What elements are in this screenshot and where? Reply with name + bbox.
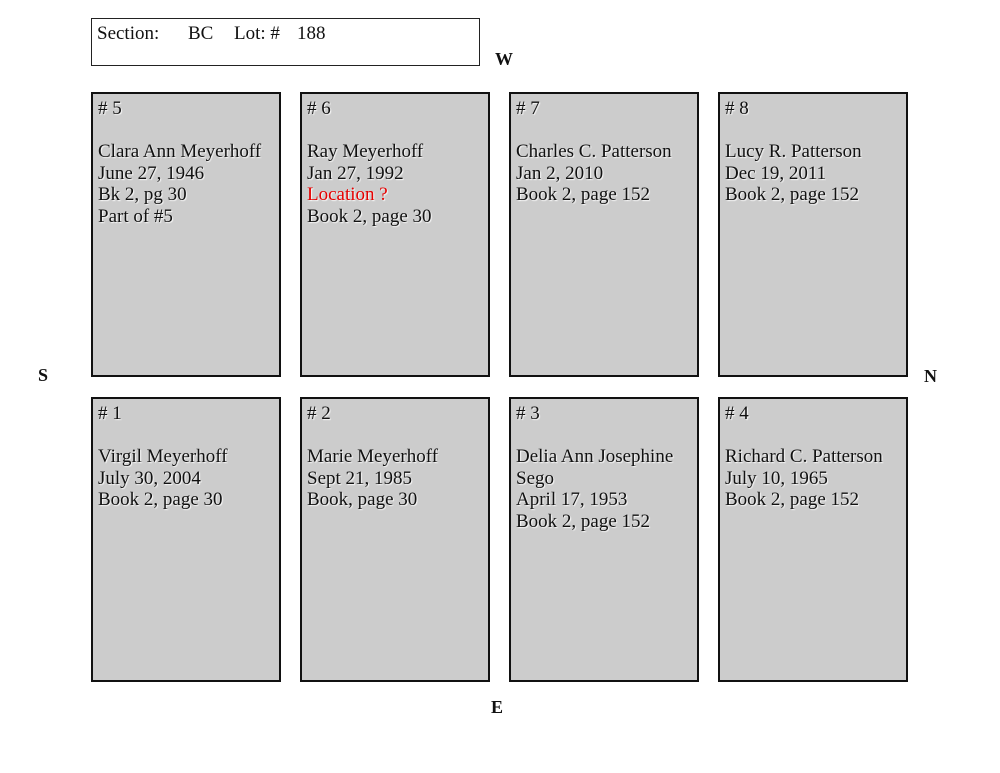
- plot-number: # 4: [725, 403, 749, 424]
- plot-number: # 7: [516, 98, 540, 119]
- plot-7: [509, 92, 699, 377]
- plot-record: Book 2, page 30: [307, 205, 432, 227]
- plot-number: # 1: [98, 403, 122, 424]
- plot-6: [300, 92, 490, 377]
- plot-record: Book 2, page 152: [516, 184, 651, 205]
- plot-5: [91, 92, 281, 377]
- plot-number: # 8: [725, 98, 749, 119]
- plot-8: [718, 92, 908, 377]
- plot-4: [718, 397, 908, 682]
- plot-record: Book, page 30: [307, 489, 418, 510]
- plot-date: Sept 21, 1985: [307, 467, 413, 489]
- plot-name: Virgil Meyerhoff: [98, 446, 228, 467]
- section-label: Section:: [97, 23, 160, 44]
- plot-name: Delia Ann Josephine: [516, 446, 674, 467]
- plot-number: # 5: [98, 98, 122, 119]
- plot-name: Lucy R. Patterson: [725, 141, 862, 162]
- direction-north: N: [924, 366, 937, 386]
- plot-date: July 10, 1965: [725, 467, 828, 489]
- plot-date: June 27, 1946: [98, 162, 205, 184]
- plot-name: Ray Meyerhoff: [307, 141, 424, 162]
- plot-name: Clara Ann Meyerhoff: [98, 141, 262, 162]
- plot-name-cont: Sego: [516, 467, 554, 489]
- plot-date: Dec 19, 2011: [725, 162, 827, 184]
- plot-date: July 30, 2004: [98, 467, 201, 489]
- plot-date: Jan 2, 2010: [516, 162, 604, 184]
- plot-2: [300, 397, 490, 682]
- plot-name: Richard C. Patterson: [725, 446, 883, 467]
- plot-record: Bk 2, pg 30: [98, 184, 187, 205]
- lot-label: Lot: #: [234, 23, 280, 44]
- plot-number: # 3: [516, 403, 540, 424]
- plot-number: # 6: [307, 98, 331, 119]
- plot-1: [91, 397, 281, 682]
- plot-name: Charles C. Patterson: [516, 141, 672, 162]
- plot-name: Marie Meyerhoff: [307, 446, 439, 467]
- plot-date: April 17, 1953: [516, 489, 628, 510]
- plot-record: Book 2, page 30: [98, 489, 223, 510]
- plot-record: Book 2, page 152: [725, 184, 860, 205]
- direction-south: S: [38, 365, 49, 385]
- direction-east: E: [491, 697, 504, 717]
- plot-location-alert: Location ?: [307, 184, 388, 205]
- plot-3: [509, 397, 699, 682]
- section-value: BC: [188, 23, 214, 44]
- plot-note: Part of #5: [98, 205, 173, 227]
- plot-number: # 2: [307, 403, 331, 424]
- section-lot-header: [91, 18, 480, 66]
- plot-record: Book 2, page 152: [725, 489, 860, 510]
- lot-value: 188: [297, 23, 326, 44]
- plot-record: Book 2, page 152: [516, 510, 651, 532]
- direction-west: W: [495, 49, 513, 69]
- plot-date: Jan 27, 1992: [307, 162, 404, 184]
